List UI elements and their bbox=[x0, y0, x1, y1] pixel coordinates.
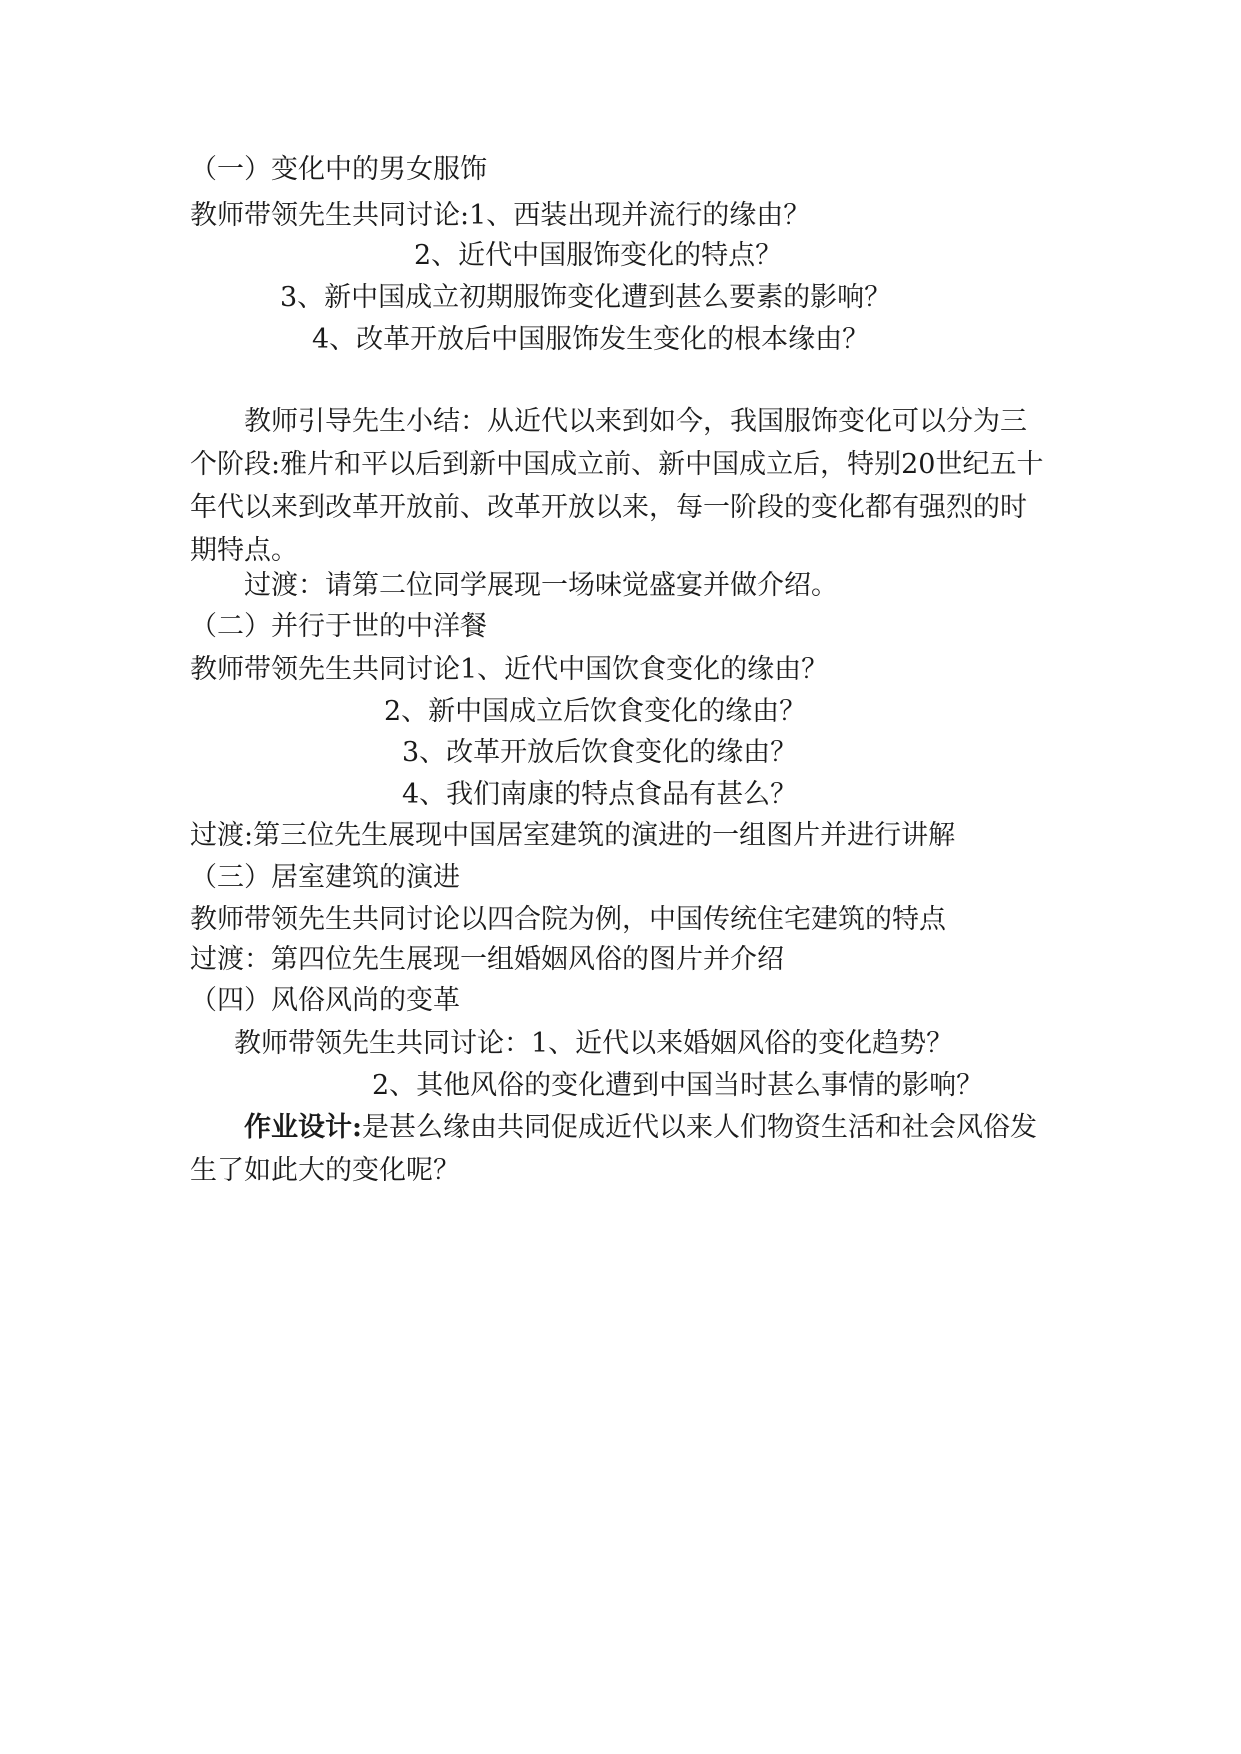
homework-label: 作业设计: bbox=[244, 1112, 362, 1143]
section3-heading: （三）居室建筑的演进 bbox=[190, 862, 460, 893]
summary-paragraph: 教师引导先生小结：从近代以来到如今，我国服饰变化可以分为三个阶段:雅片和平以后到新中国成立前、新中国成立后，特别20世纪五十年代以来到改革开放前、改革开放以来，每一阶段的变化都有强烈的时期特点。 bbox=[190, 406, 1044, 566]
section2-question-2: 2、新中国成立后饮食变化的缘由？ bbox=[384, 696, 807, 727]
section2-question-4: 4、我们南康的特点食品有甚么？ bbox=[402, 779, 798, 810]
transition-1: 过渡：请第二位同学展现一场味觉盛宴并做介绍。 bbox=[244, 570, 838, 601]
transition-2: 过渡:第三位先生展现中国居室建筑的演进的一组图片并进行讲解 bbox=[190, 820, 956, 851]
section4-heading: （四）风俗风尚的变革 bbox=[190, 985, 460, 1016]
section2-heading: （二）并行于世的中洋餐 bbox=[190, 611, 487, 642]
section3-discussion: 教师带领先生共同讨论以四合院为例，中国传统住宅建筑的特点 bbox=[190, 904, 946, 935]
section1-discussion: 教师带领先生共同讨论:1、西装出现并流行的缘由？ bbox=[190, 200, 811, 231]
section2-discussion: 教师带领先生共同讨论1、近代中国饮食变化的缘由？ bbox=[190, 654, 829, 685]
section4-discussion: 教师带领先生共同讨论：1、近代以来婚姻风俗的变化趋势？ bbox=[234, 1028, 954, 1059]
homework-paragraph bbox=[190, 1106, 1050, 1192]
section1-question-3: 3、新中国成立初期服饰变化遭到甚么要素的影响？ bbox=[280, 282, 892, 313]
section2-question-3: 3、改革开放后饮食变化的缘由？ bbox=[402, 737, 798, 768]
homework-text: 是甚么缘由共同促成近代以来人们物资生活和社会风俗发生了如此大的变化呢？ bbox=[190, 1112, 1037, 1186]
section4-question-2: 2、其他风俗的变化遭到中国当时甚么事情的影响？ bbox=[372, 1070, 984, 1101]
section1-question-2: 2、近代中国服饰变化的特点？ bbox=[414, 240, 783, 271]
section1-heading: （一）变化中的男女服饰 bbox=[190, 154, 487, 185]
section1-question-4: 4、改革开放后中国服饰发生变化的根本缘由？ bbox=[312, 324, 870, 355]
transition-3: 过渡：第四位先生展现一组婚姻风俗的图片并介绍 bbox=[190, 944, 784, 975]
